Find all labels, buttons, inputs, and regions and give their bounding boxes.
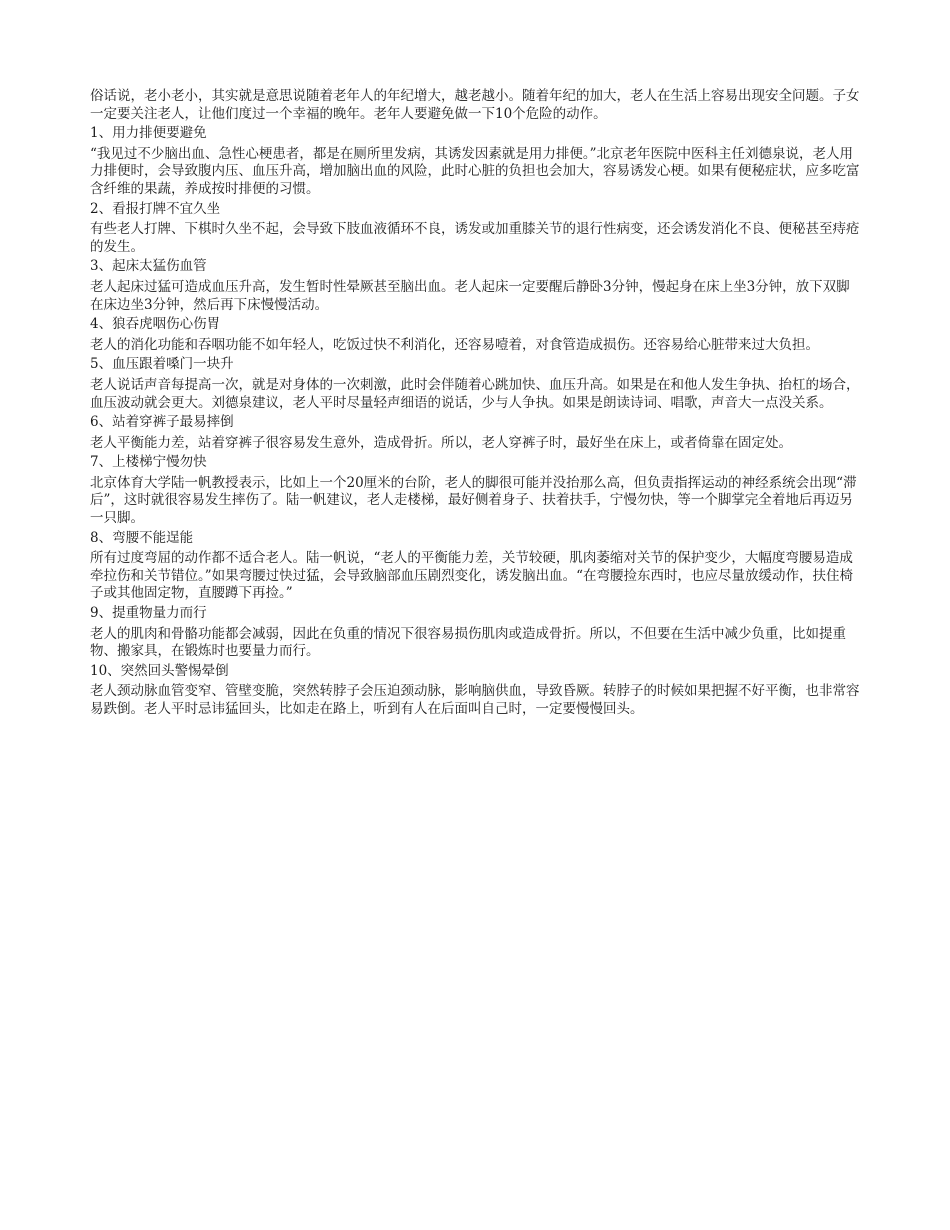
section-3 [90, 258, 860, 314]
section-5 [90, 356, 860, 412]
section-heading: 1、用力排便要避免 [90, 125, 207, 142]
section-heading: 9、提重物量力而行 [90, 605, 207, 622]
section-body: 老人的消化功能和吞咽功能不如年轻人，吃饭过快不利消化，还容易噎着，对食管造成损伤。还容易给心脏带来过大负担。 [90, 336, 819, 353]
section-body: 老人平衡能力差，站着穿裤子很容易发生意外，造成骨折。所以，老人穿裤子时，最好坐在床上，或者倚靠在固定处。 [90, 434, 792, 451]
section-body: 所有过度弯屈的动作都不适合老人。陆一帆说，“老人的平衡能力差，关节较硬，肌肉萎缩对关节的保护变少，大幅度弯腰易造成牵拉伤和关节错位。”如果弯腰过快过猛，会导致脑部血压剧烈变化，诱发脑出血。“在弯腰捡东西时，也应尽量放缓动作，扶住椅子或其他固定物，直腰蹲下再捡。” [90, 550, 854, 602]
section-body: 老人起床过猛可造成血压升高，发生暂时性晕厥甚至脑出血。老人起床一定要醒后静卧3分钟，慢起身在床上坐3分钟，放下双脚在床边坐3分钟，然后再下床慢慢活动。 [90, 278, 850, 313]
section-1 [90, 125, 860, 198]
section-10 [90, 663, 860, 719]
section-heading: 2、看报打牌不宜久坐 [90, 200, 221, 217]
intro-paragraph: 俗话说，老小老小，其实就是意思说随着老年人的年纪增大，越老越小。随着年纪的加大，老人在生活上容易出现安全问题。子女一定要关注老人，让他们度过一个幸福的晚年。老年人要避免做一下10个危险的动作。 [90, 88, 860, 122]
section-heading: 8、弯腰不能逞能 [90, 529, 194, 546]
document-page [90, 88, 860, 721]
section-body: 老人的肌肉和骨骼功能都会减弱，因此在负重的情况下很容易损伤肌肉或造成骨折。所以，不但要在生活中减少负重，比如提重物、搬家具，在锻炼时也要量力而行。 [90, 625, 846, 660]
section-heading: 10、突然回头警惕晕倒 [90, 662, 229, 679]
section-heading: 4、狼吞虎咽伤心伤胃 [90, 316, 221, 333]
section-8 [90, 530, 860, 603]
section-body: 北京体育大学陆一帆教授表示，比如上一个20厘米的台阶，老人的脚很可能并没抬那么高，但负责指挥运动的神经系统会出现“滞后”，这时就很容易发生摔伤了。陆一帆建议，老人走楼梯，最好侧着身子、扶着扶手，宁慢勿快，等一个脚掌完全着地后再迈另一只脚。 [90, 474, 857, 527]
section-6 [90, 414, 860, 452]
section-body: “我见过不少脑出血、急性心梗患者，都是在厕所里发病，其诱发因素就是用力排便。”北京老年医院中医科主任刘德泉说，老人用力排便时，会导致腹内压、血压升高，增加脑出血的风险，此时心脏的负担也会加大，容易诱发心梗。如果有便秘症状，应多吃富含纤维的果蔬，养成按时排便的习惯。 [90, 145, 860, 197]
section-4 [90, 316, 860, 354]
section-body: 老人说话声音每提高一次，就是对身体的一次刺激，此时会伴随着心跳加快、血压升高。如果是在和他人发生争执、抬杠的场合，血压波动就会更大。刘德泉建议，老人平时尽量轻声细语的说话，少与人争执。如果是朗读诗词、唱歌，声音大一点没关系。 [90, 376, 860, 411]
section-9 [90, 605, 860, 661]
section-heading: 3、起床太猛伤血管 [90, 258, 207, 275]
section-heading: 7、上楼梯宁慢勿快 [90, 454, 207, 471]
section-7 [90, 454, 860, 527]
section-body: 老人颈动脉血管变窄、管壁变脆，突然转脖子会压迫颈动脉，影响脑供血，导致昏厥。转脖子的时候如果把握不好平衡，也非常容易跌倒。老人平时忌讳猛回头，比如走在路上，听到有人在后面叫自己时，一定要慢慢回头。 [90, 683, 860, 717]
section-heading: 6、站着穿裤子最易摔倒 [90, 414, 234, 431]
section-body: 有些老人打牌、下棋时久坐不起，会导致下肢血液循环不良，诱发或加重膝关节的退行性病变，还会诱发消化不良、便秘甚至痔疮的发生。 [90, 221, 860, 255]
section-2 [90, 201, 860, 257]
section-heading: 5、血压跟着嗓门一块升 [90, 356, 234, 373]
